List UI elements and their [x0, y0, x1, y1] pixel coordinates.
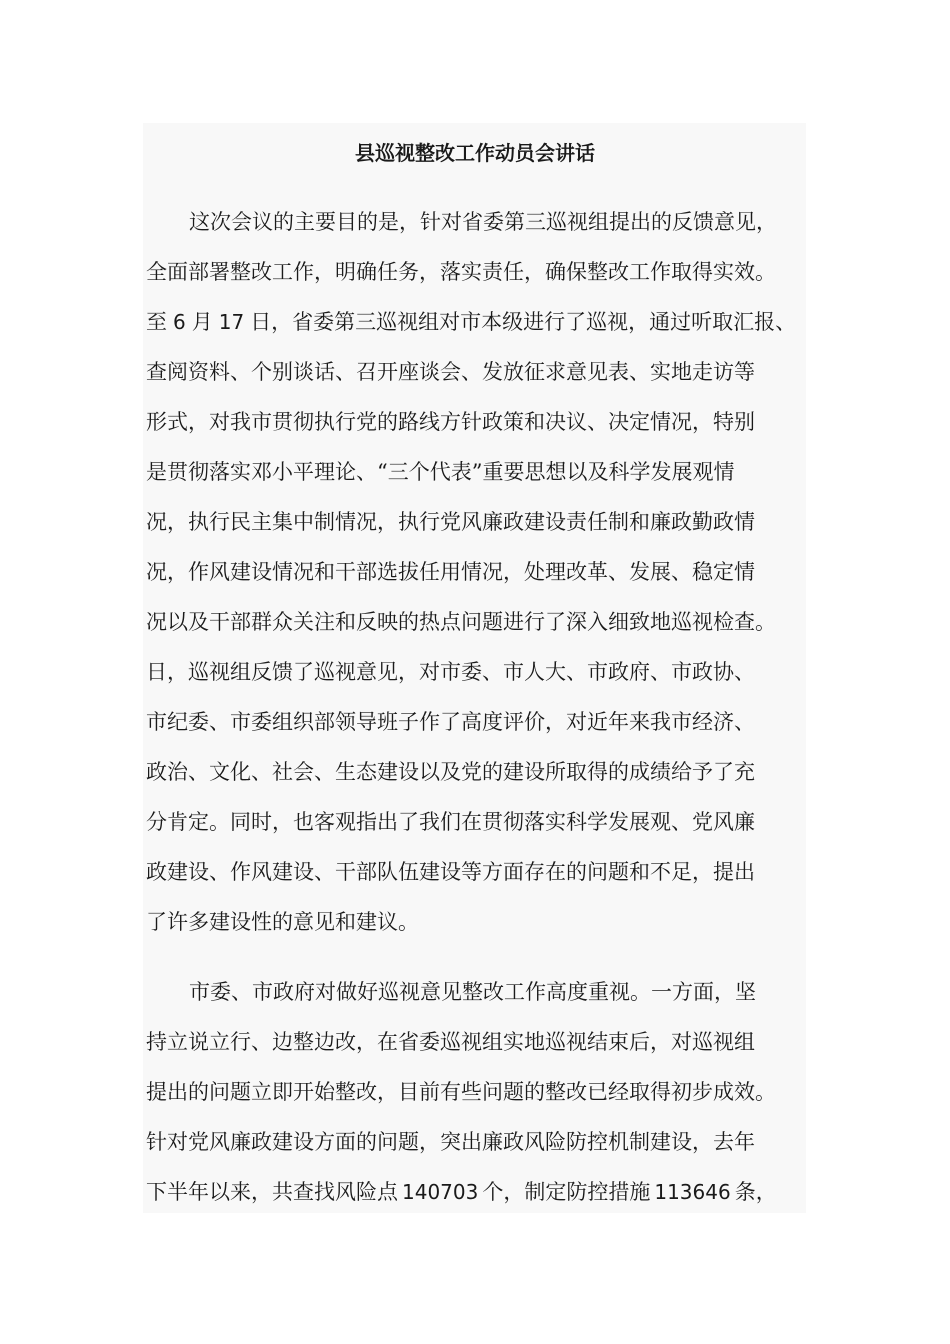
paragraph-1-line-11: 市纪委、市委组织部领导班子作了高度评价，对近年来我市经济、 [146, 710, 755, 734]
paragraph-2-line-2: 持立说立行、边整边改，在省委巡视组实地巡视结束后，对巡视组 [146, 1030, 755, 1054]
paragraph-2-line-4: 针对党风廉政建设方面的问题，突出廉政风险防控机制建设，去年 [146, 1130, 755, 1154]
paragraph-2-line-3: 提出的问题立即开始整改，目前有些问题的整改已经取得初步成效。 [146, 1080, 776, 1104]
text-segment: 下半年以来，共查找风险点 [146, 1180, 398, 1204]
paragraph-1-line-1: 这次会议的主要目的是，针对省委第三巡视组提出的反馈意见， [189, 210, 777, 234]
text-segment: 条， [734, 1180, 777, 1204]
number-segment: 140703 [402, 1180, 479, 1204]
paragraph-1-line-9: 况以及干部群众关注和反映的热点问题进行了深入细致地巡视检查。 [146, 610, 776, 634]
paragraph-1-line-14: 政建设、作风建设、干部队伍建设等方面存在的问题和不足，提出 [146, 860, 755, 884]
paragraph-1-line-8: 况，作风建设情况和干部选拔任用情况，处理改革、发展、稳定情 [146, 560, 755, 584]
paragraph-1-line-12: 政治、文化、社会、生态建设以及党的建设所取得的成绩给予了充 [146, 760, 755, 784]
document-title: 县巡视整改工作动员会讲话 [355, 141, 595, 165]
paragraph-1-line-7: 况，执行民主集中制情况，执行党风廉政建设责任制和廉政勤政情 [146, 510, 755, 534]
paragraph-2-line-5 [146, 1177, 777, 1207]
number-segment: 17 [218, 310, 245, 334]
text-segment: 至 [146, 310, 167, 334]
paragraph-1-line-15: 了许多建设性的意见和建议。 [146, 910, 419, 934]
paragraph-1-line-2: 全面部署整改工作，明确任务，落实责任，确保整改工作取得实效。 [146, 260, 776, 284]
number-segment: 6 [173, 310, 186, 334]
paragraph-1-line-13: 分肯定。同时，也客观指出了我们在贯彻落实科学发展观、党风廉 [146, 810, 755, 834]
paragraph-1-line-3 [146, 307, 796, 337]
paragraph-1-line-6: 是贯彻落实邓小平理论、“三个代表”重要思想以及科学发展观情 [146, 460, 735, 484]
number-segment: 113646 [654, 1180, 731, 1204]
text-segment: 月 [191, 310, 213, 334]
paragraph-1-line-4: 查阅资料、个别谈话、召开座谈会、发放征求意见表、实地走访等 [146, 360, 755, 384]
paragraph-1-line-10: 日，巡视组反馈了巡视意见，对市委、市人大、市政府、市政协、 [146, 660, 755, 684]
paragraph-1-line-5: 形式，对我市贯彻执行党的路线方针政策和决议、决定情况，特别 [146, 410, 755, 434]
paragraph-2-line-1: 市委、市政府对做好巡视意见整改工作高度重视。一方面，坚 [189, 980, 756, 1004]
text-segment: 日，省委第三巡视组对市本级进行了巡视，通过听取汇报、 [250, 310, 797, 334]
text-segment: 个，制定防控措施 [482, 1180, 651, 1204]
